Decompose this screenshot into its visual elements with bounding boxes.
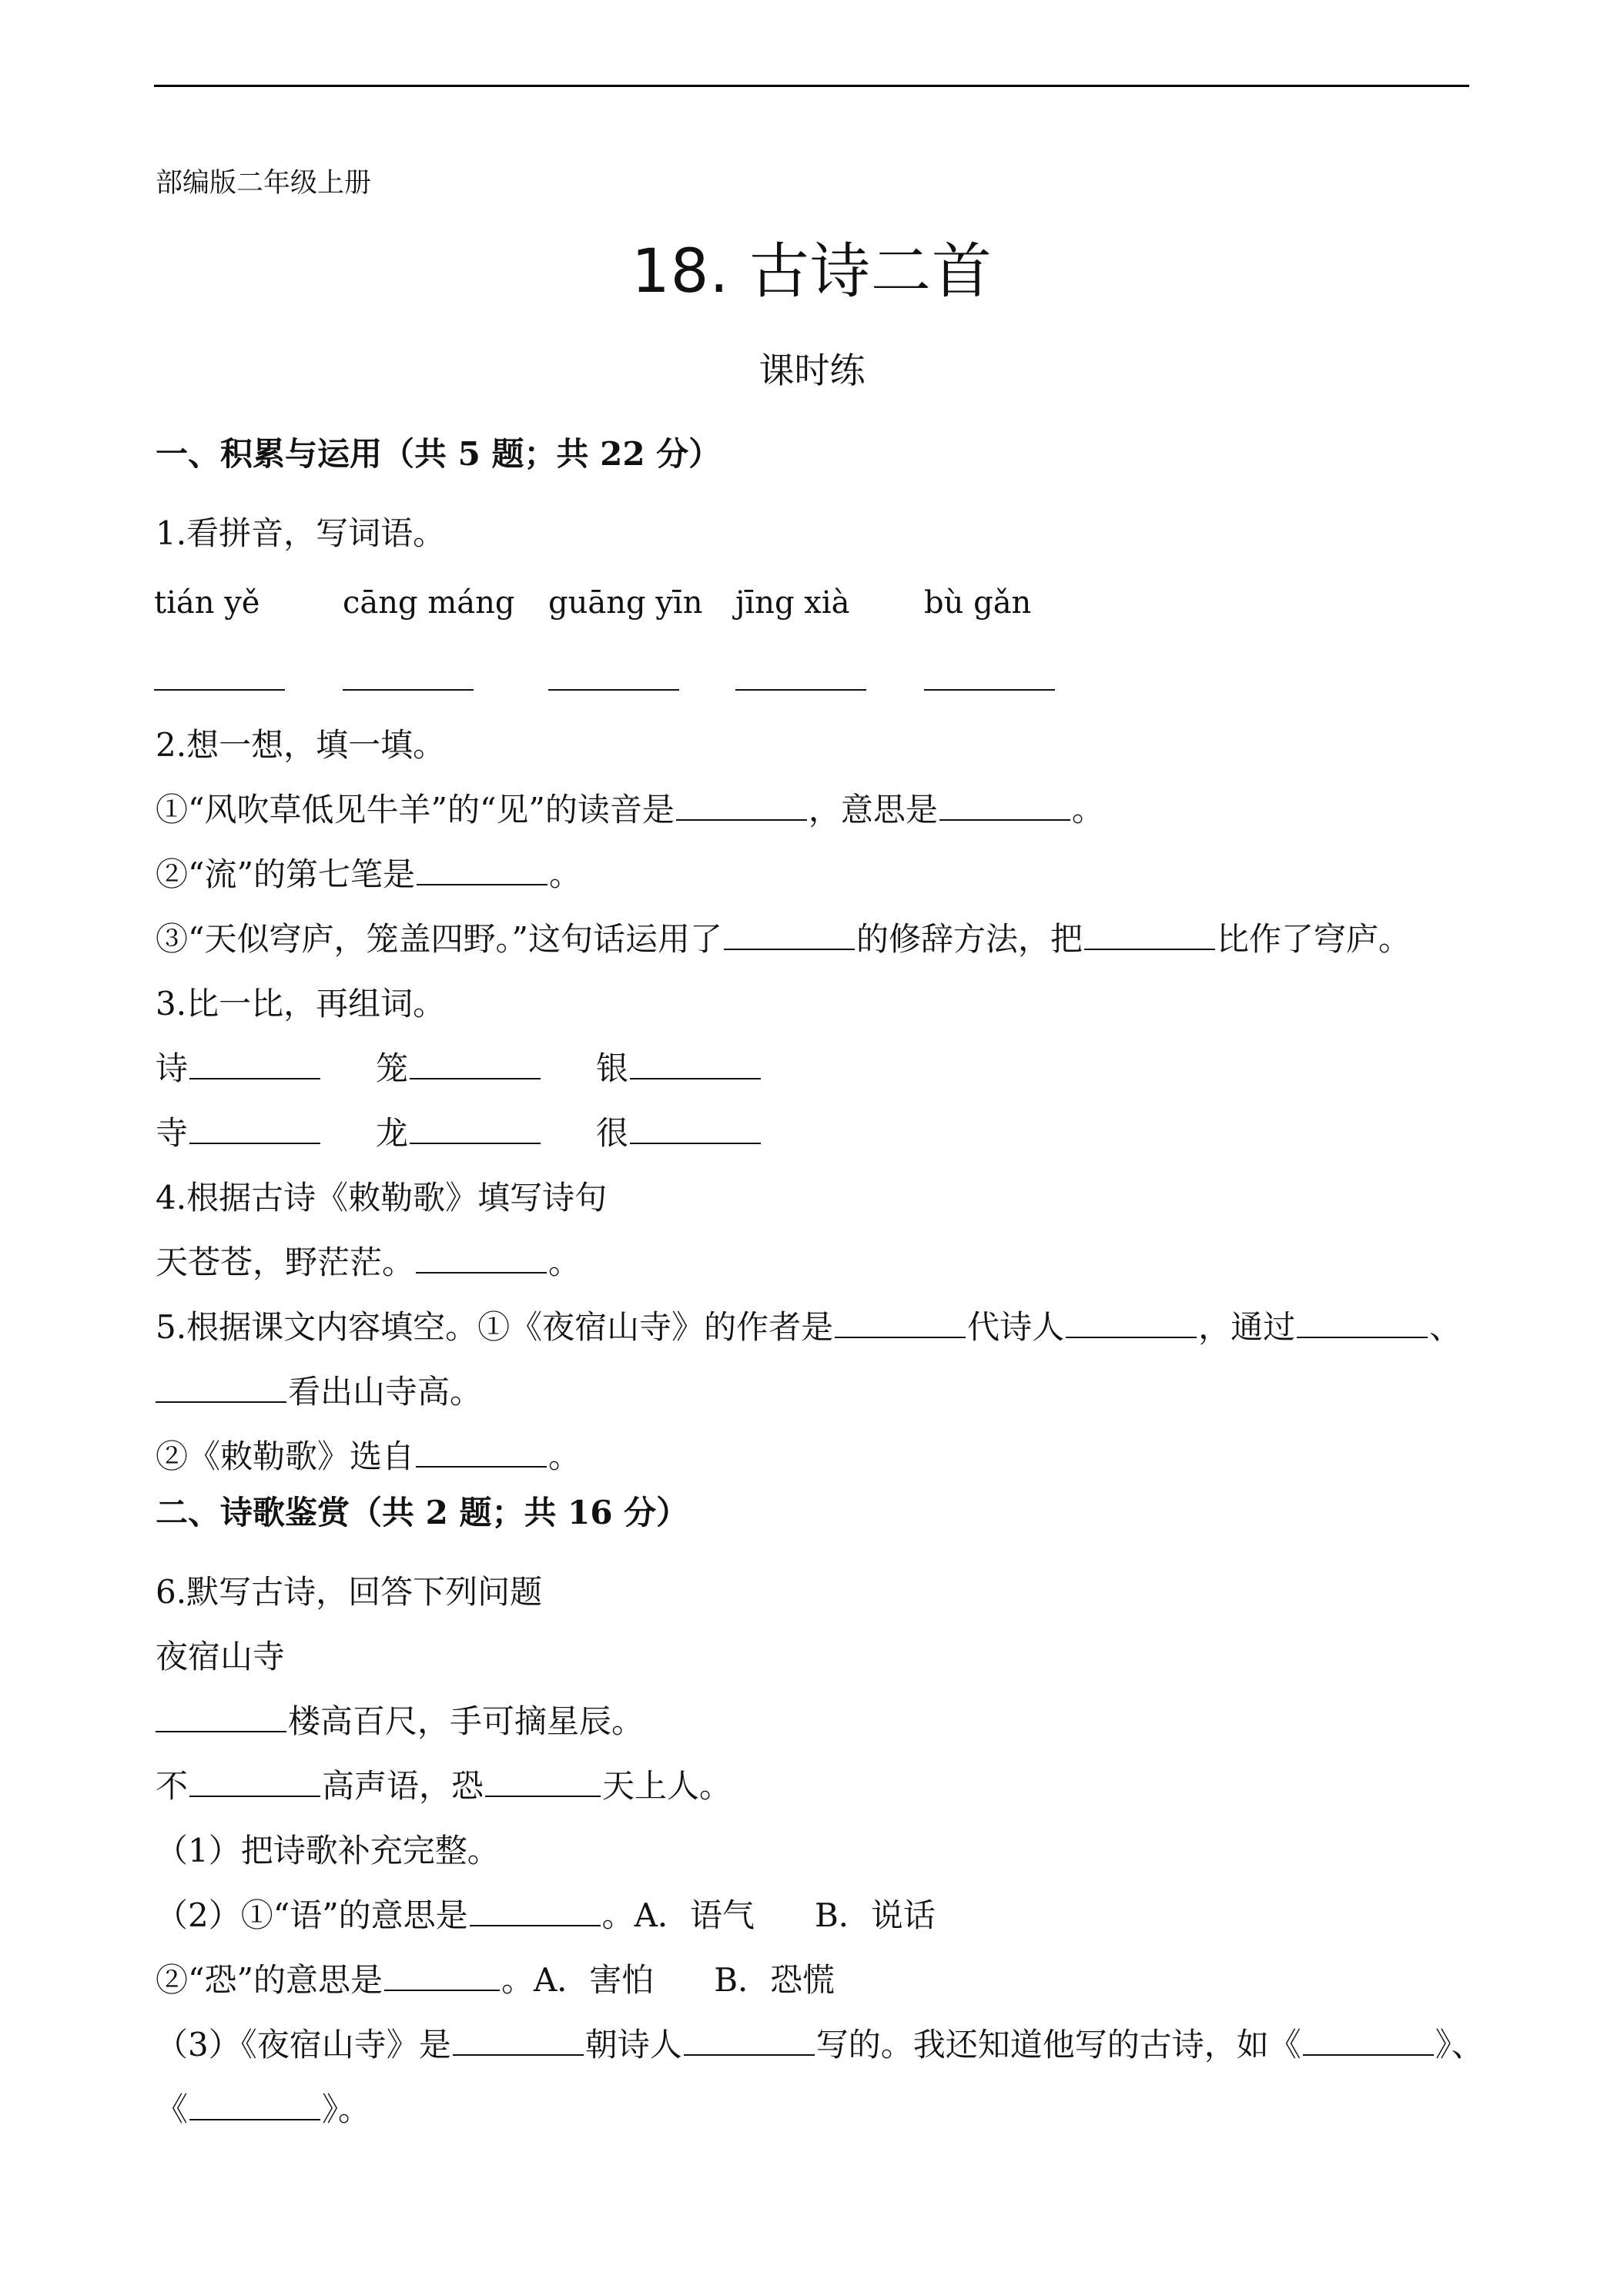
fill-blank[interactable] <box>156 1708 286 1732</box>
q3-char: 银 <box>596 1049 629 1087</box>
q6-prompt: 6.默写古诗，回答下列问题 <box>156 1573 543 1611</box>
q6-sub2-text2: 。A．语气 <box>601 1896 755 1934</box>
section1-title: 一、积累与运用（共 5 题；共 22 分） <box>156 435 722 473</box>
q2-item-3 <box>156 920 1411 959</box>
q3-row-1 <box>156 1049 762 1088</box>
q4-text2: 。 <box>548 1243 581 1281</box>
fill-blank[interactable] <box>410 1120 541 1144</box>
fill-blank[interactable] <box>1303 2031 1434 2056</box>
q6-sub-2 <box>156 1896 936 1935</box>
poem-title: 夜宿山寺 <box>156 1638 286 1675</box>
q6-sub-1: （1）把诗歌补充完整。 <box>156 1832 500 1869</box>
q2-c-text2: 的修辞方法，把 <box>856 920 1083 958</box>
fill-blank[interactable] <box>156 1378 286 1403</box>
poem-line-1 <box>156 1702 644 1741</box>
fill-blank[interactable] <box>485 1772 601 1797</box>
q2-a-text1: ①“风吹草低见牛羊”的“见”的读音是 <box>156 791 675 828</box>
q5-text2: 代诗人 <box>967 1308 1065 1346</box>
pinyin-5: bù gǎn <box>924 585 1032 621</box>
q5-text6: ②《敕勒歌》选自 <box>156 1438 415 1475</box>
q2-c-text3: 比作了穹庐。 <box>1216 920 1411 958</box>
q6-sub3b-text2: 》。 <box>322 2090 371 2128</box>
q3-char: 龙 <box>376 1114 409 1152</box>
q2-b-text1: ②“流”的第七笔是 <box>156 855 415 893</box>
page-subtitle: 课时练 <box>758 350 866 391</box>
q2-prompt: 2.想一想，填一填。 <box>156 726 446 764</box>
q2-item-2 <box>156 855 581 894</box>
q3-char: 笼 <box>376 1049 409 1087</box>
fill-blank[interactable] <box>470 1902 601 1926</box>
poem-line-2 <box>156 1767 732 1806</box>
q3-char: 寺 <box>156 1114 189 1152</box>
q5-line-2 <box>156 1373 482 1411</box>
fill-blank[interactable] <box>630 1055 761 1079</box>
poem-l2-text3: 天上人。 <box>602 1767 732 1805</box>
answer-blank-1[interactable] <box>154 689 285 691</box>
page-title: 18. 古诗二首 <box>631 237 993 306</box>
fill-blank[interactable] <box>384 1966 500 1991</box>
q2-a-text2: ，意思是 <box>808 791 938 828</box>
q5-text1: 5.根据课文内容填空。①《夜宿山寺》的作者是 <box>156 1308 834 1346</box>
pinyin-3: guāng yīn <box>548 585 703 621</box>
pinyin-2: cāng máng <box>343 585 515 621</box>
q6-sub-3 <box>156 2026 1484 2064</box>
pinyin-1: tián yě <box>154 585 260 621</box>
q6-sub-3b <box>156 2090 370 2129</box>
q5-text5: 看出山寺高。 <box>288 1373 483 1411</box>
fill-blank[interactable] <box>630 1120 761 1144</box>
q6-sub3-text2: 朝诗人 <box>584 2026 682 2063</box>
q2-item-1 <box>156 791 1104 829</box>
fill-blank[interactable] <box>676 796 807 821</box>
header-rule <box>154 85 1469 87</box>
fill-blank[interactable] <box>453 2031 584 2056</box>
q2-b-text2: 。 <box>548 855 581 893</box>
q4-line <box>156 1243 581 1282</box>
q5-line-1 <box>156 1308 1462 1347</box>
fill-blank[interactable] <box>189 2096 320 2120</box>
q6-sub2b-text3: B．恐慌 <box>714 1961 835 1999</box>
q6-sub-2b <box>156 1961 835 2000</box>
fill-blank[interactable] <box>684 2031 815 2056</box>
fill-blank[interactable] <box>410 1055 541 1079</box>
answer-blank-4[interactable] <box>735 689 866 691</box>
q6-sub3-text3: 写的。我还知道他写的古诗，如《 <box>815 2026 1301 2063</box>
fill-blank[interactable] <box>416 1443 547 1468</box>
fill-blank[interactable] <box>417 861 547 885</box>
answer-blank-2[interactable] <box>343 689 474 691</box>
fill-blank[interactable] <box>189 1120 320 1144</box>
q5-text3: ，通过 <box>1198 1308 1296 1346</box>
fill-blank[interactable] <box>1297 1314 1428 1338</box>
q1-prompt: 1.看拼音，写词语。 <box>156 514 446 552</box>
poem-l2-text2: 高声语，恐 <box>322 1767 484 1805</box>
q2-c-text1: ③“天似穹庐，笼盖四野。”这句话运用了 <box>156 920 722 958</box>
q6-sub3b-text1: 《 <box>156 2090 189 2128</box>
q5-text7: 。 <box>548 1438 581 1475</box>
section2-title: 二、诗歌鉴赏（共 2 题；共 16 分） <box>156 1494 689 1531</box>
fill-blank[interactable] <box>1084 925 1215 950</box>
q4-text1: 天苍苍，野茫茫。 <box>156 1243 415 1281</box>
q6-sub2-text3: B．说话 <box>815 1896 936 1934</box>
q2-a-text3: 。 <box>1071 791 1104 828</box>
q3-row-2 <box>156 1114 762 1153</box>
q3-char: 诗 <box>156 1049 189 1087</box>
fill-blank[interactable] <box>1066 1314 1197 1338</box>
edition-label: 部编版二年级上册 <box>156 168 372 199</box>
poem-l2-text1: 不 <box>156 1767 189 1805</box>
q6-sub2b-text1: ②“恐”的意思是 <box>156 1961 383 1999</box>
poem-l1-text: 楼高百尺，手可摘星辰。 <box>288 1702 645 1740</box>
fill-blank[interactable] <box>189 1772 320 1797</box>
fill-blank[interactable] <box>835 1314 966 1338</box>
q6-sub2-text1: （2）①“语”的意思是 <box>156 1896 468 1934</box>
q6-sub3-text1: （3）《夜宿山寺》是 <box>156 2026 451 2063</box>
q6-sub3-text4: 》、 <box>1435 2026 1484 2063</box>
answer-blank-5[interactable] <box>924 689 1055 691</box>
q5-line-3 <box>156 1438 581 1476</box>
fill-blank[interactable] <box>724 925 855 950</box>
fill-blank[interactable] <box>939 796 1070 821</box>
q3-prompt: 3.比一比，再组词。 <box>156 985 446 1022</box>
fill-blank[interactable] <box>416 1249 547 1274</box>
q6-sub2b-text2: 。A．害怕 <box>501 1961 655 1999</box>
fill-blank[interactable] <box>189 1055 320 1079</box>
pinyin-4: jīng xià <box>735 585 850 621</box>
answer-blank-3[interactable] <box>548 689 679 691</box>
q3-char: 很 <box>596 1114 629 1152</box>
q4-prompt: 4.根据古诗《敕勒歌》填写诗句 <box>156 1179 608 1217</box>
q5-text4: 、 <box>1429 1308 1462 1346</box>
